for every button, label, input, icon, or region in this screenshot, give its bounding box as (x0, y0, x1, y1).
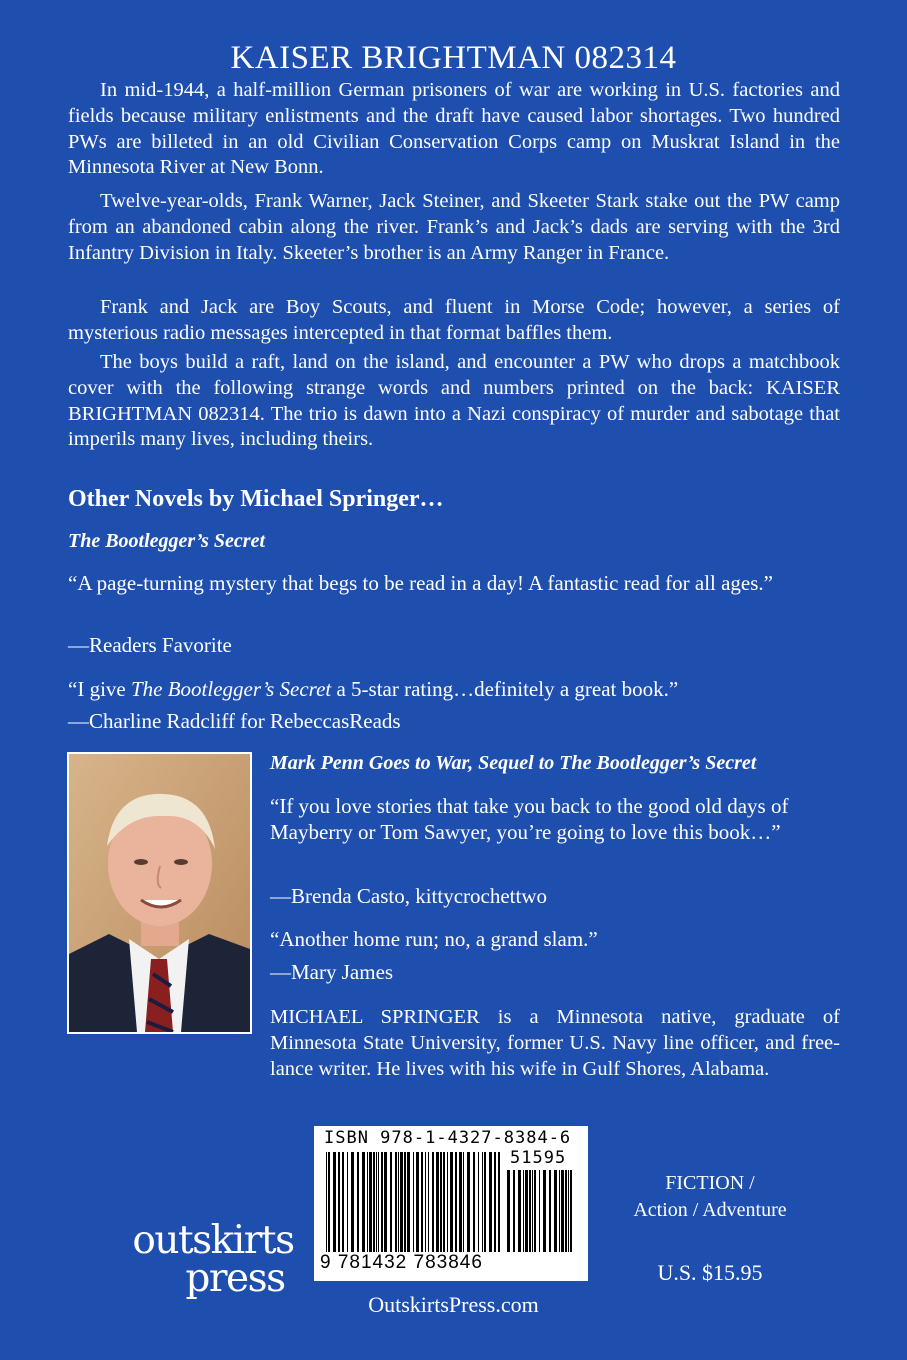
publisher-website: OutskirtsPress.com (368, 1292, 539, 1317)
book2-review-attribution-2: —Mary James (270, 960, 394, 984)
barcode-bar (367, 1152, 368, 1252)
barcode-bar (513, 1170, 515, 1252)
price-code-text: 51595 (510, 1148, 567, 1168)
book1-review-quote-1: “A page-turning mystery that begs to be read in a day! A fantastic read for all ages.” (68, 571, 773, 595)
barcode-bar (532, 1170, 533, 1252)
book2-review-attribution-1: —Brenda Casto, kittycrochettwo (270, 884, 548, 908)
barcode-bar (369, 1152, 372, 1252)
barcode-bar (489, 1152, 492, 1252)
book1-review-attribution-2: —Charline Radcliff for RebeccasReads (68, 709, 401, 733)
author-portrait-illustration (69, 754, 250, 1032)
barcode-bar (421, 1152, 423, 1252)
barcode-bar (447, 1152, 448, 1252)
barcode-bar (565, 1170, 567, 1252)
barcode-bar (347, 1152, 348, 1252)
barcode-bar (473, 1152, 475, 1252)
logo-line-1: outskirts (132, 1218, 294, 1263)
book-title: KAISER BRIGHTMAN 082314 (230, 40, 677, 76)
quote2-prefix: “I give (68, 677, 131, 701)
synopsis-paragraph-3: Frank and Jack are Boy Scouts, and fluent in Morse Code; however, a series of mysterious radio messages intercepted in that format baffles them. (68, 296, 840, 344)
barcode-bar (357, 1152, 359, 1252)
barcode-bar (559, 1170, 560, 1252)
barcode-bar (498, 1152, 500, 1252)
barcode-bar (539, 1170, 540, 1252)
barcode-bar (432, 1152, 434, 1252)
barcode-bar (351, 1152, 354, 1252)
barcode-bar (494, 1152, 496, 1252)
barcode-bar (362, 1152, 365, 1252)
barcode-bar (507, 1170, 510, 1252)
isbn-text: ISBN 978-1-4327-8384-6 (324, 1128, 572, 1148)
barcode-bar (478, 1152, 479, 1252)
barcode-addon-bars (507, 1170, 577, 1252)
publisher-logo (128, 1218, 298, 1301)
barcode-bar (390, 1152, 392, 1252)
barcode-bar (554, 1170, 557, 1252)
barcode-bars (326, 1152, 502, 1252)
barcode-bar (455, 1152, 457, 1252)
other-novels-heading: Other Novels by Michael Springer… (68, 486, 444, 512)
synopsis-paragraph-1: In mid-1944, a half-million German prisoners of war are working in U.S. factories and fields because military enlistments and the draft have caused labor shortages. Two hundred PWs are billeted in an old Civilian Conservation Corps camp on Muskrat Island in the Minnesota River at New Bonn. (68, 79, 840, 179)
quote2-book-title: The Bootlegger’s Secret (130, 677, 332, 701)
barcode-bar (467, 1152, 470, 1252)
barcode-bar (518, 1170, 521, 1252)
barcode-bar (440, 1152, 442, 1252)
barcode-bar (482, 1152, 483, 1252)
barcode-digits: 9 781432 783846 (320, 1252, 483, 1273)
barcode-bar (413, 1152, 414, 1252)
quote2-suffix: a 5-star rating…definitely a great book.” (331, 677, 679, 701)
barcode-bar (407, 1152, 410, 1252)
book1-title: The Bootlegger’s Secret (68, 530, 266, 552)
barcode-bar (543, 1170, 546, 1252)
book1-review-attribution-1: —Readers Favorite (68, 633, 232, 657)
genre-line-2: Action / Adventure (633, 1199, 787, 1221)
barcode-bar (395, 1152, 397, 1252)
barcode-bar (333, 1152, 336, 1252)
synopsis-paragraph-4: The boys build a raft, land on the island, and encounter a PW who drops a matchbook cover with the following strange words and numbers printed on the back: KAISER BRIGHTMAN 082314. The trio is dawn into a Nazi conspiracy of murder and sabotage that imperils many lives, including theirs. (68, 351, 840, 451)
barcode-bar (436, 1152, 439, 1252)
barcode-bar (326, 1152, 327, 1252)
book1-review-quote-2 (68, 676, 678, 702)
barcode-bar (384, 1152, 387, 1252)
barcode-bar (342, 1152, 344, 1252)
barcode-bar (529, 1170, 531, 1252)
synopsis-paragraph-2: Twelve-year-olds, Frank Warner, Jack Steiner, and Skeeter Stark stake out the PW camp from an abandoned cabin along the river. Frank’s and Jack’s dads are serving with the 3rd Infantry Division in Italy. Skeeter’s brother is an Army Ranger in France. (68, 190, 840, 264)
barcode-bar (463, 1152, 464, 1252)
author-bio: MICHAEL SPRINGER is a Minnesota native, graduate of Minnesota State University, former U.S. Navy line officer, and free-lance writer. He lives with his wife in Gulf Shores, Alabama. (270, 1006, 840, 1080)
book2-review-quote-2: “Another home run; no, a grand slam.” (270, 927, 598, 951)
barcode-bar (523, 1170, 524, 1252)
barcode-bar (428, 1152, 429, 1252)
barcode-bar (338, 1152, 340, 1252)
barcode-bar (443, 1152, 445, 1252)
barcode-bar (373, 1152, 375, 1252)
barcode-bar (398, 1152, 399, 1252)
book2-title: Mark Penn Goes to War, Sequel to The Bootlegger’s Secret (270, 752, 757, 774)
barcode-bar (459, 1152, 462, 1252)
barcode-bar (425, 1152, 426, 1252)
barcode-bar (549, 1170, 551, 1252)
barcode-bar (484, 1152, 486, 1252)
author-photo (67, 752, 252, 1034)
barcode-bar (570, 1170, 572, 1252)
barcode-bar (400, 1152, 403, 1252)
barcode-bar (381, 1152, 383, 1252)
book2-review-quote-1: “If you love stories that take you back to the good old days of Mayberry or Tom Sawyer, you’re going to love this book…” (270, 794, 789, 844)
genre-label (615, 1170, 805, 1224)
isbn-barcode (314, 1126, 588, 1281)
barcode-bar (525, 1170, 528, 1252)
logo-line-2: press (185, 1256, 285, 1301)
barcode-bar (376, 1152, 377, 1252)
barcode-bar (568, 1170, 569, 1252)
barcode-bar (534, 1170, 536, 1252)
barcode-bar (561, 1170, 564, 1252)
barcode-bar (328, 1152, 330, 1252)
barcode-bar (416, 1152, 419, 1252)
genre-line-1: FICTION / (665, 1172, 755, 1194)
barcode-bar (404, 1152, 406, 1252)
price-label: U.S. $15.95 (657, 1260, 763, 1285)
barcode-bar (378, 1152, 379, 1252)
barcode-bar (450, 1152, 453, 1252)
